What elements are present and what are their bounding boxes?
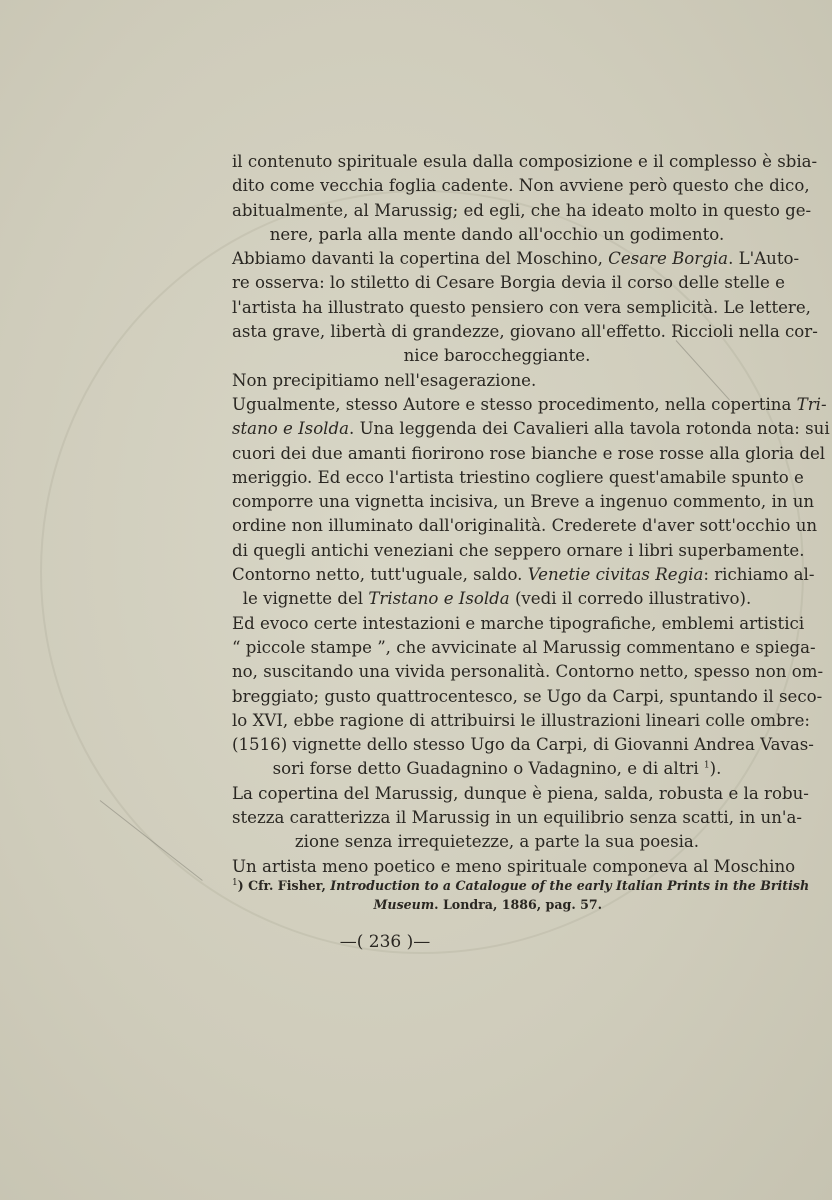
line-text: asta grave, libertà di grandezze, giovano all'effetto. Riccioli nella cor-: [232, 322, 818, 342]
body-text-line: [232, 685, 823, 709]
body-text-line: [232, 733, 814, 757]
line-text: Contorno netto, tutt'uguale, saldo.: [232, 565, 528, 585]
body-text-line: [232, 830, 762, 854]
italic-title: stano e Isolda: [232, 419, 350, 439]
line-text: cuori dei due amanti fiorirono rose bianche e rose rosse alla gloria del: [232, 443, 826, 463]
body-text-line: [232, 587, 762, 611]
line-text: dito come vecchia foglia cadente. Non avviene però questo che dico,: [232, 176, 810, 196]
body-text-line: [232, 247, 800, 271]
italic-title: Tri-: [796, 394, 827, 414]
line-text: Non precipitiamo nell'esagerazione.: [232, 370, 537, 390]
footnote-citation-title-end: Museum: [373, 897, 435, 912]
line-text: nice baroccheggiante.: [403, 346, 591, 366]
line-text: zione senza irrequietezze, a parte la sua poesia.: [294, 832, 700, 852]
body-text-line: [232, 369, 762, 393]
line-text: di quegli antichi veneziani che seppero ornare i libri superbamente.: [232, 540, 805, 560]
footnote: [232, 876, 810, 914]
body-text-line: [232, 442, 826, 466]
line-text: comporre una vignetta incisiva, un Breve a ingenuo commento, in un: [232, 492, 815, 512]
italic-title: Cesare Borgia: [608, 249, 729, 269]
footnote-marker: 1: [232, 877, 238, 888]
body-text-line: [232, 320, 818, 344]
footnote-citation-details: . Londra, 1886, pag. 57.: [434, 897, 602, 912]
body-text-line: [232, 757, 762, 781]
footnote-prefix: ) Cfr. Fisher,: [237, 878, 331, 893]
line-text: Ed evoco certe intestazioni e marche tipografiche, emblemi artistici: [232, 613, 805, 633]
body-text-line: [232, 612, 805, 636]
line-text: meriggio. Ed ecco l'artista triestino cogliere quest'amabile spunto e: [232, 467, 804, 487]
line-text: nere, parla alla mente dando all'occhio un godimento.: [269, 224, 725, 244]
body-text-line: [232, 223, 762, 247]
line-text: lo XVI, ebbe ragione di attribuirsi le illustrazioni lineari colle ombre:: [232, 710, 811, 730]
line-text: . L'Auto-: [728, 249, 800, 269]
line-text: ).: [709, 759, 722, 779]
line-text: La copertina del Marussig, dunque è piena, salda, robusta e la robu-: [232, 783, 809, 803]
body-text-line: [232, 514, 818, 538]
body-text-line: [232, 490, 815, 514]
line-text: Abbiamo davanti la copertina del Moschino,: [232, 249, 609, 269]
line-text: (1516) vignette dello stesso Ugo da Carpi, di Giovanni Andrea Vavas-: [232, 735, 814, 755]
body-text-line: [232, 150, 818, 174]
body-text-line: [232, 709, 811, 733]
italic-title: Tristano e Isolda: [368, 589, 510, 609]
line-text: ordine non illuminato dall'originalità. Crederete d'aver sott'occhio un: [232, 516, 818, 536]
line-text: breggiato; gusto quattrocentesco, se Ugo da Carpi, spuntando il seco-: [232, 686, 823, 706]
page-number: —( 236 )—: [339, 932, 431, 952]
body-text-line: [232, 539, 805, 563]
line-text: “ piccole stampe ”, che avvicinate al Marussig commentano e spiega-: [232, 637, 816, 657]
body-text-line: [232, 174, 810, 198]
line-text: : richiamo al-: [703, 565, 815, 585]
line-text: sori forse detto Guadagnino o Vadagnino, e di altri: [272, 759, 704, 779]
body-text-line: [232, 344, 762, 368]
line-text: l'artista ha illustrato questo pensiero con vera semplicità. Le lettere,: [232, 297, 811, 317]
footnote-reference: 1: [703, 760, 710, 771]
body-text-line: [232, 563, 815, 587]
line-text: Un artista meno poetico e meno spirituale componeva al Moschino: [232, 856, 796, 876]
line-text: (vedi il corredo illustrativo).: [509, 589, 752, 609]
line-text: . Una leggenda dei Cavalieri alla tavola rotonda nota: sui: [349, 419, 830, 439]
body-text-line: [232, 660, 824, 684]
body-text-line: [232, 296, 811, 320]
body-text-line: [232, 806, 802, 830]
body-text-line: [232, 636, 816, 660]
line-text: Ugualmente, stesso Autore e stesso procedimento, nella copertina: [232, 394, 797, 414]
line-text: no, suscitando una vivida personalità. Contorno netto, spesso non om-: [232, 662, 824, 682]
body-text-line: [232, 417, 830, 441]
footnote-line-1: [232, 876, 810, 895]
line-text: il contenuto spirituale esula dalla composizione e il complesso è sbia-: [232, 152, 818, 171]
line-text: stezza caratterizza il Marussig in un equilibrio senza scatti, in un'a-: [232, 808, 802, 828]
body-text-line: [232, 466, 804, 490]
footnote-line-2: [232, 895, 762, 914]
line-text: le vignette del: [242, 589, 369, 609]
body-text: [232, 150, 830, 879]
italic-title: Venetie civitas Regia: [527, 565, 704, 585]
body-text-line: [232, 393, 827, 417]
footnote-citation-title: Introduction to a Catalogue of the early Italian Prints in the British: [330, 878, 810, 893]
body-text-line: [232, 271, 785, 295]
paper-scratch-mark: [100, 800, 203, 881]
body-text-line: [232, 199, 812, 223]
line-text: re osserva: lo stiletto di Cesare Borgia devia il corso delle stelle e: [232, 273, 785, 293]
body-text-line: [232, 782, 809, 806]
line-text: abitualmente, al Marussig; ed egli, che ha ideato molto in questo ge-: [232, 200, 812, 220]
